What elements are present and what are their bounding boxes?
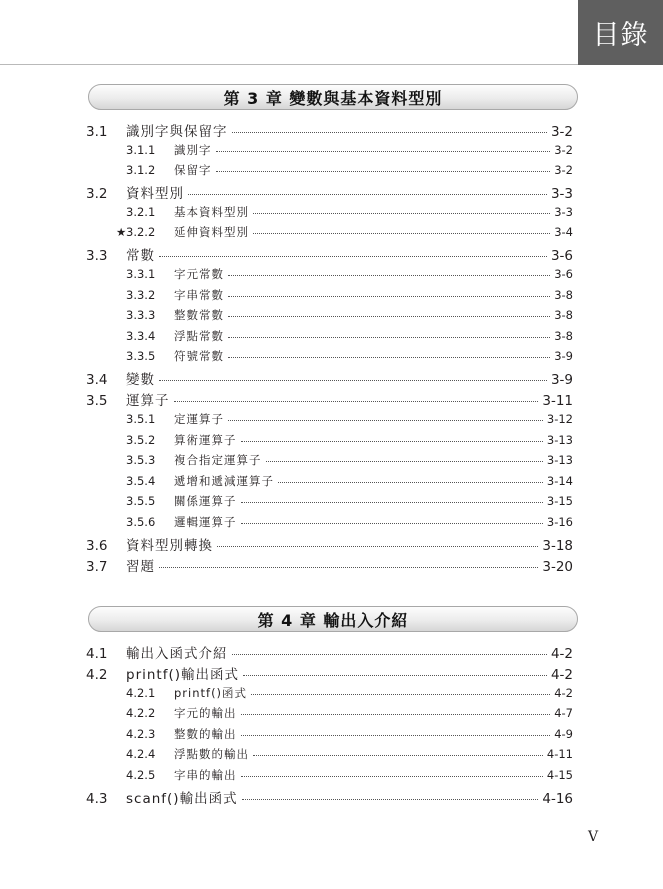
toc-tab	[578, 0, 663, 65]
section-title: 延伸資料型別	[174, 225, 249, 240]
section-number-text: 3.1	[86, 124, 108, 140]
section-page-number: 3-3	[554, 204, 573, 219]
section-number	[126, 329, 174, 343]
section-number	[86, 667, 126, 683]
section-page-number: 3-6	[550, 248, 573, 265]
dot-leader	[216, 139, 551, 152]
section-number-text: 3.2.1	[126, 204, 156, 219]
section-number	[86, 248, 126, 264]
toc-subsection-entry[interactable]	[86, 725, 573, 743]
section-number-text: 4.1	[86, 646, 108, 662]
section-number	[126, 163, 174, 177]
dot-leader	[188, 181, 547, 196]
section-number-text: 4.2	[86, 667, 108, 683]
section-number	[126, 727, 174, 741]
dot-leader	[228, 263, 550, 276]
section-number-text: 4.2.3	[126, 726, 156, 741]
section-number-text: 4.3	[86, 791, 108, 807]
toc-section-entry[interactable]	[86, 663, 573, 683]
section-number	[126, 433, 174, 447]
section-title: scanf()輸出函式	[126, 791, 238, 807]
dot-leader	[232, 119, 547, 134]
section-number	[86, 393, 126, 409]
dot-leader	[241, 511, 543, 524]
section-number-text: 3.5.2	[126, 432, 156, 447]
dot-leader	[241, 703, 551, 716]
section-title: 運算子	[126, 393, 170, 410]
section-number-text: 3.7	[86, 559, 108, 575]
dot-leader	[228, 408, 543, 421]
section-number-text: 3.2	[86, 186, 108, 203]
section-number	[126, 747, 174, 761]
section-number	[126, 288, 174, 302]
section-number	[86, 372, 126, 388]
section-title: 算術運算子	[174, 432, 237, 447]
section-page-number: 3-3	[550, 186, 573, 203]
section-number	[126, 494, 174, 508]
dot-leader	[253, 201, 550, 214]
dot-leader	[278, 470, 543, 483]
toc-subsection-entry[interactable]	[86, 265, 573, 283]
section-number-text: 3.5.3	[126, 453, 156, 468]
dot-leader	[266, 450, 543, 463]
section-title: 保留字	[174, 163, 212, 178]
section-number	[86, 124, 126, 140]
section-page-number: 4-15	[546, 767, 573, 782]
section-number-text: 3.3.1	[126, 266, 156, 281]
toc-subsection-entry[interactable]	[86, 746, 573, 764]
dot-leader	[174, 388, 539, 403]
section-number-text: 3.5.6	[126, 514, 156, 529]
section-number-text: 3.1.2	[126, 163, 156, 178]
dot-leader	[251, 682, 550, 695]
section-title: printf()輸出函式	[126, 667, 240, 683]
section-number	[126, 706, 174, 720]
section-number-text: 3.5.1	[126, 411, 156, 426]
section-number-text: 3.3.4	[126, 328, 156, 343]
dot-leader	[159, 243, 547, 258]
section-page-number: 3-18	[542, 538, 573, 554]
section-page-number: 4-2	[554, 685, 573, 700]
section-number	[126, 686, 174, 700]
chapter-heading-bar	[88, 84, 578, 110]
section-number	[86, 186, 126, 202]
section-title: 符號常數	[174, 349, 224, 364]
toc-section-entry[interactable]	[86, 368, 573, 388]
section-number	[126, 143, 174, 157]
dot-leader	[241, 764, 543, 777]
section-number-text: 3.5	[86, 393, 108, 410]
section-number-text: 3.2.2	[126, 225, 156, 240]
toc-subsection-entry[interactable]	[86, 431, 573, 449]
section-number	[86, 538, 126, 554]
toc-section-entry[interactable]	[86, 389, 573, 409]
toc-subsection-entry[interactable]	[86, 513, 573, 531]
toc-subsection-entry[interactable]	[86, 286, 573, 304]
section-page-number: 3-20	[542, 559, 573, 575]
toc-subsection-entry[interactable]	[86, 162, 573, 180]
section-page-number: 4-7	[554, 706, 573, 721]
section-title: 浮點數的輸出	[174, 747, 249, 762]
toc-subsection-entry[interactable]	[86, 472, 573, 490]
section-page-number: 3-13	[546, 432, 573, 447]
section-number-text: 3.6	[86, 538, 108, 554]
section-number	[86, 646, 126, 662]
section-title: 識別字	[174, 142, 212, 157]
dot-leader	[216, 160, 551, 173]
toc-section-entry[interactable]	[86, 787, 573, 807]
dot-leader	[241, 723, 551, 736]
section-page-number: 3-8	[554, 308, 573, 323]
section-number-text: 3.5.5	[126, 494, 156, 509]
chapter-heading-bar	[88, 606, 578, 632]
section-title: 關係運算子	[174, 494, 237, 509]
section-number-text: 3.5.4	[126, 473, 156, 488]
section-number-text: 4.2.2	[126, 706, 156, 721]
star-icon: ★	[116, 225, 127, 240]
section-page-number: 3-4	[554, 225, 573, 240]
toc-subsection-entry[interactable]	[86, 307, 573, 325]
section-title: 字串常數	[174, 287, 224, 302]
section-number-text: 3.1.1	[126, 142, 156, 157]
section-page-number: 4-9	[554, 726, 573, 741]
dot-leader	[228, 284, 550, 297]
toc-subsection-entry[interactable]	[86, 766, 573, 784]
toc-section-entry[interactable]	[86, 120, 573, 140]
section-title: 識別字與保留字	[126, 124, 228, 140]
section-title: 常數	[126, 248, 155, 265]
toc-subsection-entry[interactable]	[86, 684, 573, 702]
page-number: V	[588, 829, 599, 845]
dot-leader	[241, 491, 543, 504]
section-number-text: 3.3.5	[126, 349, 156, 364]
section-number	[86, 559, 126, 575]
dot-leader	[217, 533, 538, 548]
section-title: 習題	[126, 559, 155, 575]
dot-leader	[253, 744, 543, 757]
section-title: 基本資料型別	[174, 204, 249, 219]
toc-subsection-entry[interactable]	[86, 348, 573, 366]
section-number	[126, 515, 174, 529]
toc-section-entry[interactable]	[86, 244, 573, 264]
toc-tab-label: 目錄	[592, 20, 649, 51]
toc-section-entry[interactable]	[86, 534, 573, 554]
section-title: 整數常數	[174, 308, 224, 323]
toc-subsection-entry[interactable]	[86, 493, 573, 511]
section-title: 字串的輸出	[174, 767, 237, 782]
section-number	[116, 225, 174, 240]
section-number	[126, 768, 174, 782]
section-title: 字元的輸出	[174, 706, 237, 721]
dot-leader	[159, 554, 538, 569]
toc-section-entry[interactable]	[86, 182, 573, 202]
toc-subsection-entry[interactable]	[86, 203, 573, 221]
section-page-number: 3-14	[546, 473, 573, 488]
dot-leader	[241, 429, 543, 442]
section-page-number: 3-8	[554, 287, 573, 302]
section-page-number: 4-2	[550, 646, 573, 662]
section-number	[126, 349, 174, 363]
dot-leader	[228, 305, 550, 318]
dot-leader	[243, 662, 547, 677]
section-page-number: 3-6	[554, 266, 573, 281]
section-title: printf()函式	[174, 685, 248, 700]
section-number-text: 4.2.1	[126, 685, 156, 700]
dot-leader	[159, 367, 547, 382]
section-title: 浮點常數	[174, 328, 224, 343]
header-rule	[0, 64, 578, 65]
section-page-number: 3-2	[550, 124, 573, 140]
section-number	[126, 267, 174, 281]
section-page-number: 3-9	[554, 349, 573, 364]
section-number-text: 3.3	[86, 248, 108, 265]
toc-subsection-entry[interactable]	[86, 452, 573, 470]
section-number-text: 4.2.5	[126, 767, 156, 782]
dot-leader	[242, 786, 539, 801]
section-number	[126, 205, 174, 219]
section-title: 資料型別	[126, 186, 184, 203]
section-page-number: 3-15	[546, 494, 573, 509]
toc-subsection-entry[interactable]	[86, 327, 573, 345]
dot-leader	[232, 641, 547, 656]
section-page-number: 3-13	[546, 453, 573, 468]
chapter-title: 第 3 章 變數與基本資料型別	[223, 88, 443, 108]
section-number	[126, 308, 174, 322]
section-page-number: 3-12	[546, 411, 573, 426]
section-number-text: 3.4	[86, 372, 108, 389]
section-page-number: 3-2	[554, 142, 573, 157]
toc-subsection-entry[interactable]	[86, 141, 573, 159]
section-page-number: 3-11	[542, 393, 573, 410]
toc-section-entry[interactable]	[86, 555, 573, 575]
toc-subsection-entry[interactable]	[86, 705, 573, 723]
section-page-number: 3-8	[554, 328, 573, 343]
section-page-number: 4-2	[550, 667, 573, 683]
toc-section-entry[interactable]	[86, 642, 573, 662]
section-title: 定運算子	[174, 411, 224, 426]
section-title: 資料型別轉換	[126, 538, 213, 554]
section-number	[126, 453, 174, 467]
dot-leader	[228, 325, 550, 338]
section-title: 字元常數	[174, 266, 224, 281]
section-title: 複合指定運算子	[174, 453, 262, 468]
section-number	[86, 791, 126, 807]
section-title: 邏輯運算子	[174, 514, 237, 529]
section-number	[126, 474, 174, 488]
dot-leader	[228, 346, 550, 359]
section-page-number: 3-9	[550, 372, 573, 389]
section-title: 整數的輸出	[174, 726, 237, 741]
section-number-text: 3.3.2	[126, 287, 156, 302]
toc-subsection-entry[interactable]	[86, 410, 573, 428]
section-page-number: 3-16	[546, 514, 573, 529]
section-title: 變數	[126, 372, 155, 389]
chapter-title: 第 4 章 輸出入介紹	[257, 610, 409, 630]
section-title: 輸出入函式介紹	[126, 646, 228, 662]
section-title: 遞增和遞減運算子	[174, 473, 274, 488]
section-number-text: 3.3.3	[126, 308, 156, 323]
section-page-number: 4-11	[546, 747, 573, 762]
section-page-number: 4-16	[542, 791, 573, 807]
dot-leader	[253, 222, 550, 235]
toc-subsection-entry[interactable]	[86, 224, 573, 242]
section-number	[126, 412, 174, 426]
section-number-text: 4.2.4	[126, 747, 156, 762]
section-page-number: 3-2	[554, 163, 573, 178]
